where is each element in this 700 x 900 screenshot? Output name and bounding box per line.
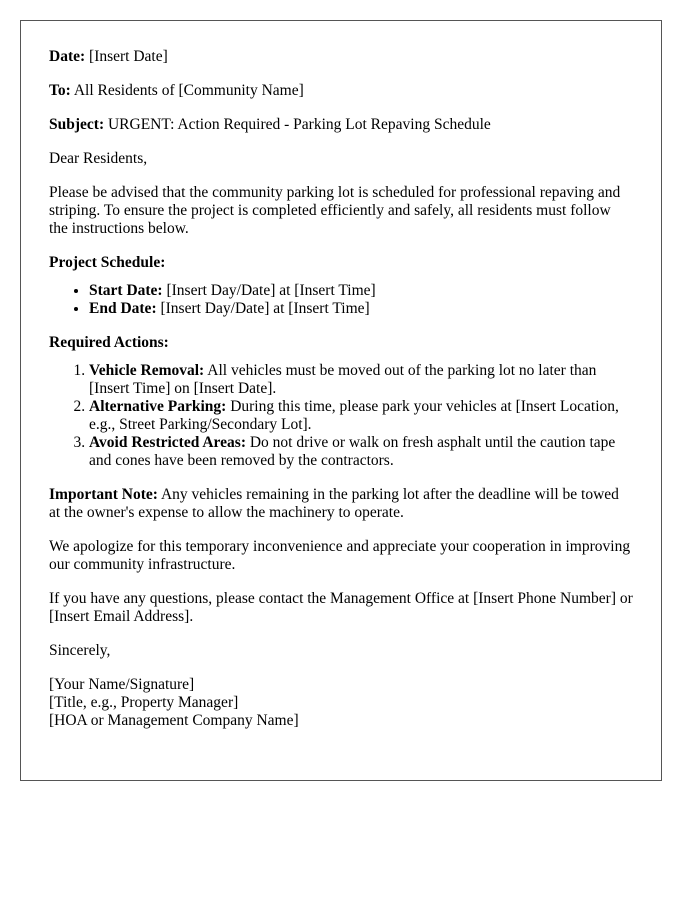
- schedule-list: [49, 282, 633, 318]
- schedule-item-value: [Insert Day/Date] at [Insert Time]: [160, 300, 370, 317]
- important-note-label: Important Note:: [49, 486, 158, 503]
- greeting: Dear Residents,: [49, 150, 148, 167]
- apology-paragraph: We apologize for this temporary inconvenience and appreciate your cooperation in improving our community infrastructure.: [49, 538, 631, 573]
- subject-label: Subject:: [49, 116, 105, 133]
- subject-value: URGENT: Action Required - Parking Lot Repaving Schedule: [107, 116, 491, 133]
- actions-list: [49, 362, 633, 470]
- recipient-label: To:: [49, 82, 71, 99]
- signature-block: [49, 676, 633, 730]
- signature-company: [HOA or Management Company Name]: [49, 712, 299, 729]
- date-label: Date:: [49, 48, 86, 65]
- schedule-item-end: [89, 300, 633, 318]
- action-item-label: Avoid Restricted Areas:: [89, 434, 246, 451]
- signoff: Sincerely,: [49, 642, 111, 659]
- action-item-label: Vehicle Removal:: [89, 362, 205, 379]
- schedule-item-start: [89, 282, 633, 300]
- action-item-value: Do not drive or walk on fresh asphalt until the caution tape and cones have been removed by the contractors.: [89, 434, 616, 469]
- recipient-line: [49, 82, 633, 100]
- date-line: [49, 48, 633, 66]
- signature-name: [Your Name/Signature]: [49, 676, 195, 693]
- important-note-text: Any vehicles remaining in the parking lot after the deadline will be towed at the owner's expense to allow the machinery to operate.: [49, 486, 619, 521]
- contact-paragraph: If you have any questions, please contact the Management Office at [Insert Phone Number] or [Insert Email Address].: [49, 590, 633, 625]
- action-item-alternative-parking: [89, 398, 633, 434]
- actions-heading: Required Actions:: [49, 334, 169, 351]
- intro-paragraph: Please be advised that the community parking lot is scheduled for professional repaving and striping. To ensure the project is completed efficiently and safely, all residents must follow the instructions below.: [49, 184, 621, 237]
- schedule-item-label: End Date:: [89, 300, 157, 317]
- recipient-value: All Residents of [Community Name]: [73, 82, 304, 99]
- action-item-value: All vehicles must be moved out of the parking lot no later than [Insert Time] on [Insert Date].: [89, 362, 597, 397]
- subject-line: [49, 116, 633, 134]
- important-note: [49, 486, 633, 522]
- signature-title: [Title, e.g., Property Manager]: [49, 694, 239, 711]
- schedule-item-label: Start Date:: [89, 282, 163, 299]
- action-item-value: During this time, please park your vehicles at [Insert Location, e.g., Street Parking/Secondary Lot].: [89, 398, 619, 433]
- date-value: [Insert Date]: [89, 48, 168, 65]
- action-item-vehicle-removal: [89, 362, 633, 398]
- action-item-label: Alternative Parking:: [89, 398, 227, 415]
- schedule-heading: Project Schedule:: [49, 254, 166, 271]
- letter-document: [20, 20, 662, 781]
- schedule-item-value: [Insert Day/Date] at [Insert Time]: [166, 282, 376, 299]
- action-item-restricted-areas: [89, 434, 633, 470]
